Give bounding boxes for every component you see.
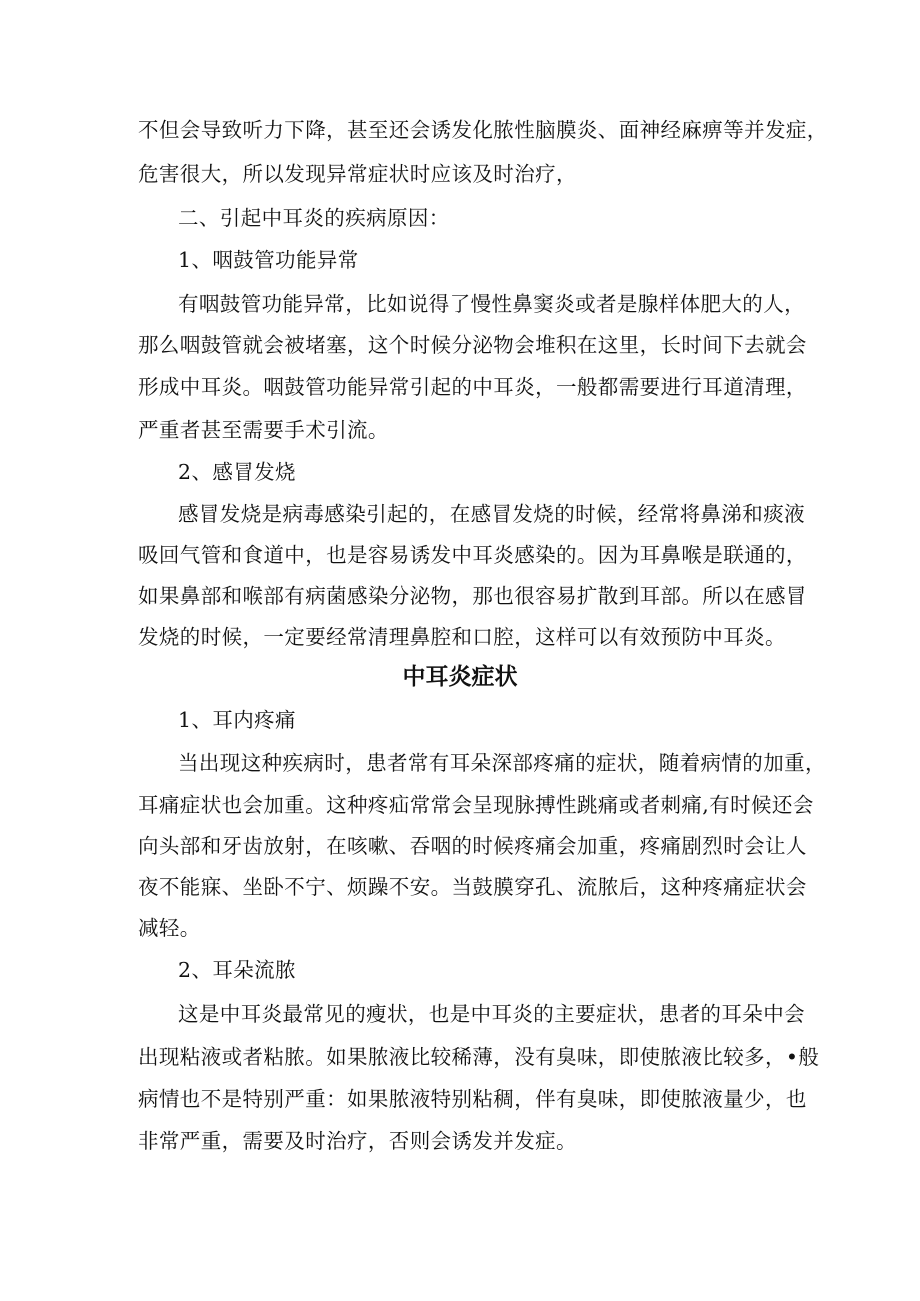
paragraph-line: 那么咽鼓管就会被堵塞，这个时候分泌物会堆积在这里，长时间下去就会: [138, 333, 807, 357]
paragraph-line: 出现粘液或者粘脓。如果脓液比较稀薄，没有臭味，即使脓液比较多，•般: [138, 1045, 820, 1069]
paragraph-line: 感冒发烧是病毒感染引起的，在感冒发烧的时候，经常将鼻涕和痰液: [178, 502, 805, 526]
paragraph-line: 减轻。: [138, 916, 201, 940]
paragraph-line: 病情也不是特别严重：如果脓液特别粘稠，伴有臭味，即使脓液量少，也: [138, 1087, 807, 1111]
section-title-causes: 二、引起中耳炎的疾病原因：: [178, 206, 450, 230]
paragraph-line: 当出现这种疾病时，患者常有耳朵深部疼痛的症状，随着病情的加重，: [178, 751, 826, 775]
cause-item-title: 2、感冒发烧: [178, 460, 296, 484]
paragraph-line: 耳痛症状也会加重。这种疼疝常常会呈现脉搏性跳痛或者刺痛,有时候还会: [138, 793, 814, 817]
paragraph-line: 发烧的时候，一定要经常清理鼻腔和口腔，这样可以有效预防中耳炎。: [138, 625, 786, 649]
paragraph-line: 这是中耳炎最常见的瘦状，也是中耳炎的主要症状，患者的耳朵中会: [178, 1002, 805, 1026]
paragraph-line: 严重者甚至需要手术引流。: [138, 418, 389, 442]
paragraph-line: 夜不能寐、坐卧不宁、烦躁不安。当鼓膜穿孔、流脓后，这种疼痛症状会: [138, 875, 807, 899]
symptom-item-title: 2、耳朵流脓: [178, 958, 296, 982]
section-heading-symptoms: 中耳炎症状: [402, 664, 518, 690]
intro-line: 不但会导致听力下降，甚至还会诱发化脓性脑膜炎、面神经麻痹等并发症，: [138, 118, 828, 142]
paragraph-line: 非常严重，需要及时治疗，否则会诱发并发症。: [138, 1129, 577, 1153]
paragraph-line: 有咽鼓管功能异常，比如说得了慢性鼻窦炎或者是腺样体肥大的人，: [178, 292, 805, 316]
symptom-item-title: 1、耳内疼痛: [178, 708, 296, 732]
paragraph-line: 如果鼻部和喉部有病菌感染分泌物，那也很容易扩散到耳部。所以在感冒: [138, 584, 807, 608]
paragraph-line: 向头部和牙齿放射，在咳嗽、吞咽的时候疼痛会加重，疼痛剧烈时会让人: [138, 834, 807, 858]
intro-line: 危害很大，所以发现异常症状时应该及时治疗，: [138, 162, 577, 186]
paragraph-line: 吸回气管和食道中，也是容易诱发中耳炎感染的。因为耳鼻喉是联通的，: [138, 543, 807, 567]
paragraph-line: 形成中耳炎。咽鼓管功能异常引起的中耳炎，一般都需要进行耳道清理，: [138, 375, 807, 399]
cause-item-title: 1、咽鼓管功能异常: [178, 248, 359, 272]
